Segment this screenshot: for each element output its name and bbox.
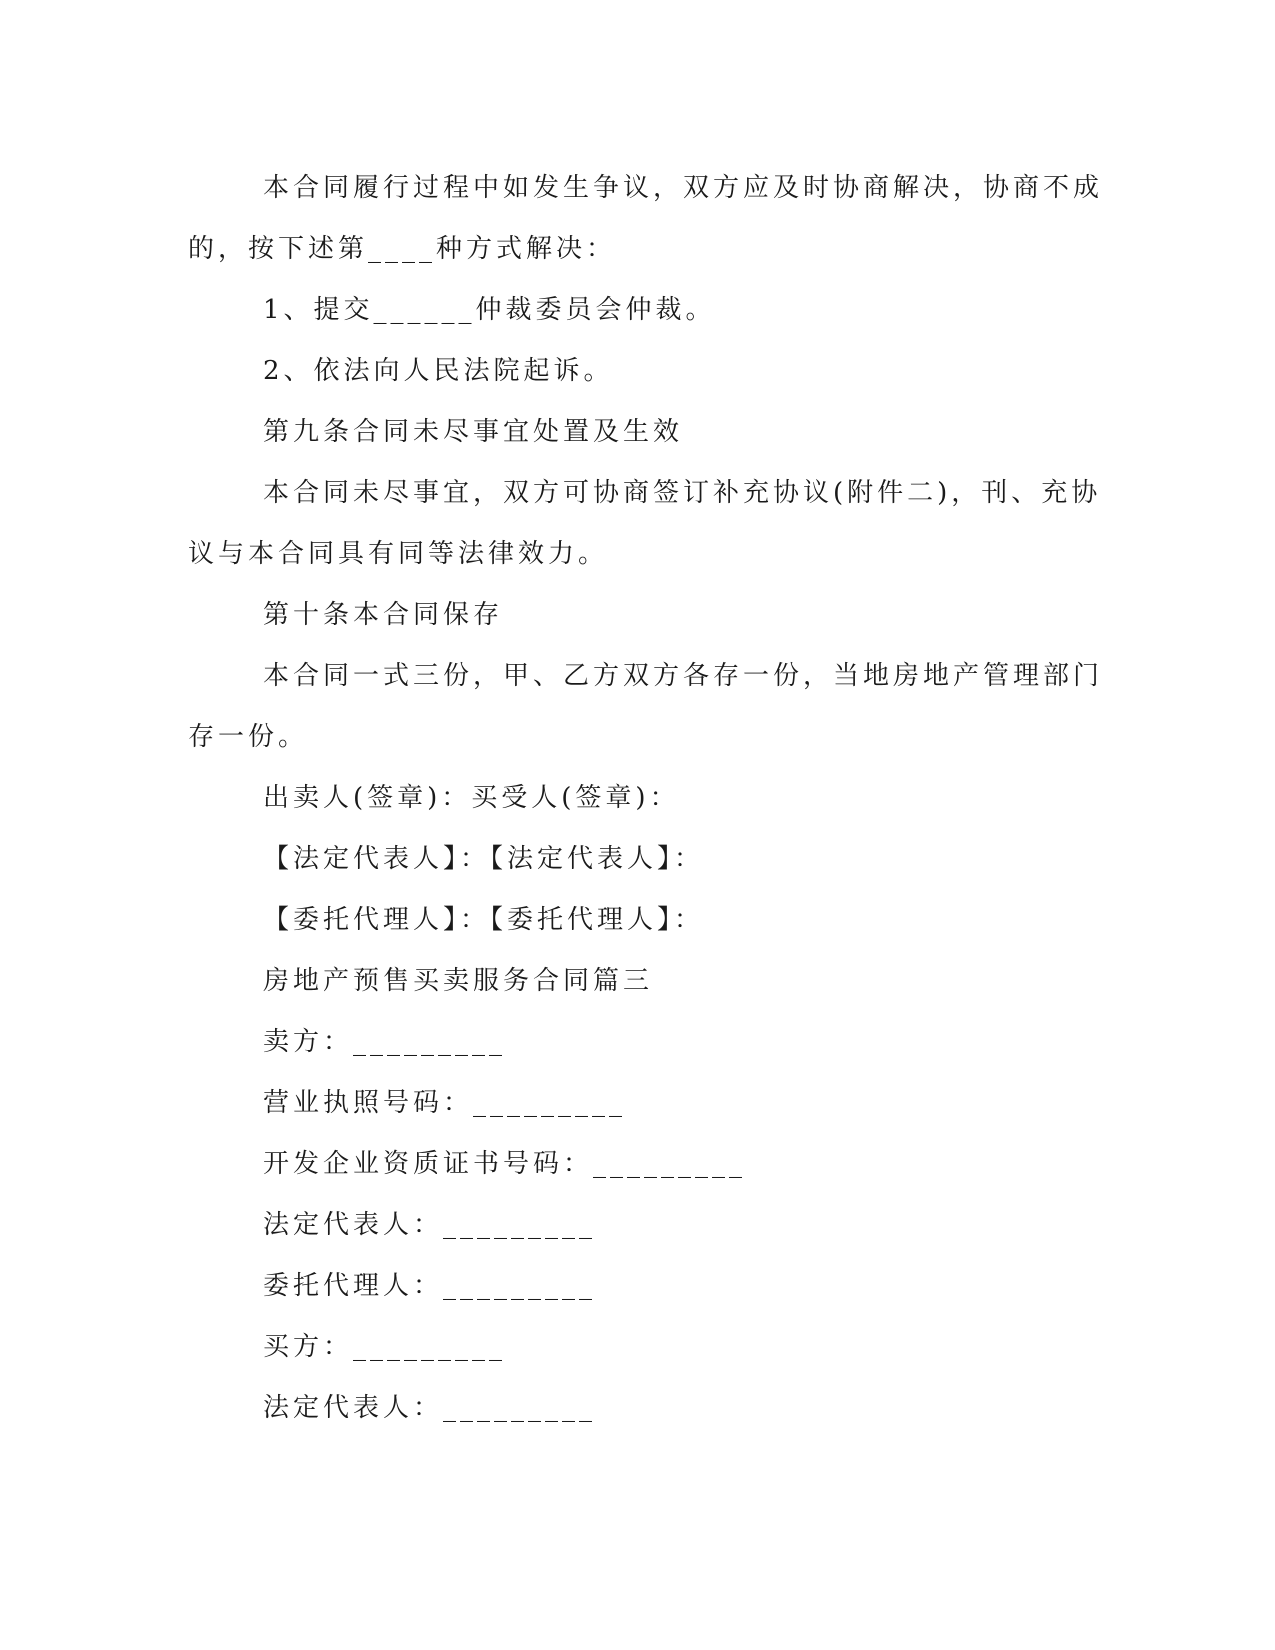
field-buyer: 买方：_________ [263, 1332, 507, 1362]
field-seller: 卖方：_________ [263, 1027, 507, 1057]
field-buyer-legal-rep: 法定代表人：_________ [263, 1393, 597, 1423]
paragraph-dispute-resolution-cont: 的，按下述第____种方式解决： [188, 234, 617, 264]
field-qualification-cert: 开发企业资质证书号码：_________ [263, 1149, 747, 1179]
option-arbitration: 1、提交______仲裁委员会仲裁。 [263, 295, 716, 325]
section-title-part-three: 房地产预售买卖服务合同篇三 [263, 966, 654, 996]
field-business-license: 营业执照号码：_________ [263, 1088, 627, 1118]
signature-parties: 出卖人(签章)：买受人(签章)： [263, 783, 680, 813]
field-seller-legal-rep: 法定代表人：_________ [263, 1210, 597, 1240]
paragraph-copies-cont: 存一份。 [188, 722, 309, 752]
paragraph-copies: 本合同一式三份，甲、乙方双方各存一份，当地房地产管理部门 [263, 661, 1104, 691]
field-seller-agent: 委托代理人：_________ [263, 1271, 597, 1301]
paragraph-supplementary-cont: 议与本合同具有同等法律效力。 [188, 539, 609, 569]
paragraph-dispute-resolution: 本合同履行过程中如发生争议，双方应及时协商解决，协商不成 [263, 173, 1104, 203]
article-ten-heading: 第十条本合同保存 [263, 600, 504, 630]
option-litigation: 2、依法向人民法院起诉。 [263, 356, 614, 386]
paragraph-supplementary: 本合同未尽事宜，双方可协商签订补充协议(附件二)，刊、充协 [263, 478, 1102, 508]
signature-agent: 【委托代理人】：【委托代理人】： [263, 905, 705, 935]
article-nine-heading: 第九条合同未尽事宜处置及生效 [263, 417, 684, 447]
signature-legal-rep: 【法定代表人】：【法定代表人】： [263, 844, 705, 874]
document-body [188, 158, 1104, 1439]
